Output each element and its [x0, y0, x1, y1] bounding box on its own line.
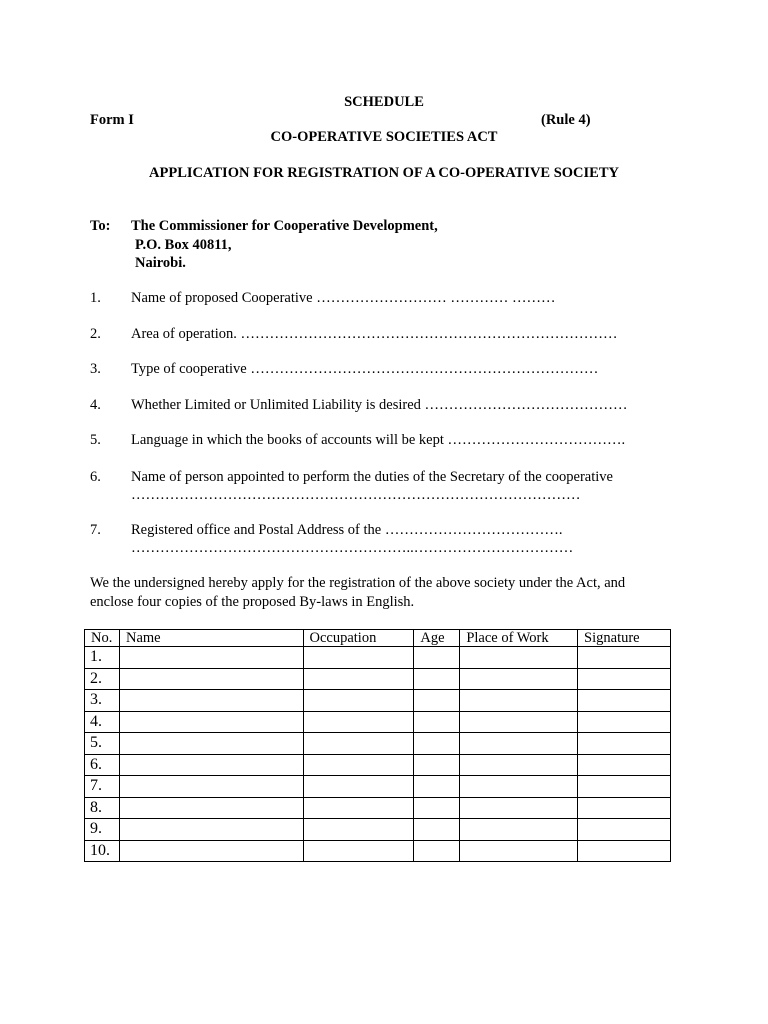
- row-number: 10.: [85, 840, 120, 862]
- signature-cell[interactable]: [578, 733, 671, 755]
- form-item-5: [0, 432, 768, 452]
- occupation-cell[interactable]: [303, 711, 414, 733]
- col-header-occupation: Occupation: [303, 630, 414, 647]
- age-cell[interactable]: [414, 690, 460, 712]
- place-of-work-cell[interactable]: [460, 647, 578, 669]
- item-label: Whether Limited or Unlimited Liability is desired ……………………………………: [131, 397, 628, 413]
- form-item-7: [0, 522, 768, 562]
- occupation-cell[interactable]: [303, 733, 414, 755]
- addressee-line-1: The Commissioner for Cooperative Development,: [131, 218, 438, 234]
- to-label: To:: [90, 218, 111, 234]
- occupation-cell[interactable]: [303, 668, 414, 690]
- item-number: 3.: [90, 361, 101, 377]
- signature-cell[interactable]: [578, 797, 671, 819]
- table-row: [85, 668, 671, 690]
- col-header-name: Name: [119, 630, 303, 647]
- age-cell[interactable]: [414, 668, 460, 690]
- table-row: [85, 754, 671, 776]
- place-of-work-cell[interactable]: [460, 776, 578, 798]
- signatories-table: [84, 629, 671, 862]
- form-item-3: [0, 361, 768, 381]
- form-item-6: [0, 469, 768, 509]
- item-number: 1.: [90, 290, 101, 306]
- col-header-age: Age: [414, 630, 460, 647]
- item-label: Language in which the books of accounts will be kept ……………………………….: [131, 432, 626, 448]
- signature-cell[interactable]: [578, 690, 671, 712]
- rule-label: (Rule 4): [541, 112, 591, 128]
- signature-cell[interactable]: [578, 711, 671, 733]
- name-cell[interactable]: [119, 754, 303, 776]
- age-cell[interactable]: [414, 840, 460, 862]
- occupation-cell[interactable]: [303, 797, 414, 819]
- age-cell[interactable]: [414, 711, 460, 733]
- row-number: 8.: [85, 797, 120, 819]
- row-number: 1.: [85, 647, 120, 669]
- schedule-heading: SCHEDULE: [344, 94, 424, 110]
- row-number: 9.: [85, 819, 120, 841]
- item-label: Name of person appointed to perform the duties of the Secretary of the cooperative: [131, 469, 613, 485]
- col-header-place-of-work: Place of Work: [460, 630, 578, 647]
- place-of-work-cell[interactable]: [460, 797, 578, 819]
- item-label: Type of cooperative ………………………………………………………………: [131, 361, 599, 377]
- place-of-work-cell[interactable]: [460, 668, 578, 690]
- name-cell[interactable]: [119, 690, 303, 712]
- signature-cell[interactable]: [578, 840, 671, 862]
- place-of-work-cell[interactable]: [460, 733, 578, 755]
- row-number: 7.: [85, 776, 120, 798]
- name-cell[interactable]: [119, 668, 303, 690]
- item-continuation: …………………………………………………..……………………………: [131, 540, 574, 556]
- place-of-work-cell[interactable]: [460, 711, 578, 733]
- place-of-work-cell[interactable]: [460, 819, 578, 841]
- table-row: [85, 647, 671, 669]
- occupation-cell[interactable]: [303, 754, 414, 776]
- name-cell[interactable]: [119, 647, 303, 669]
- page-title: APPLICATION FOR REGISTRATION OF A CO-OPERATIVE SOCIETY: [149, 165, 619, 181]
- item-label: Name of proposed Cooperative ……………………… ………… ………: [131, 290, 556, 306]
- col-header-signature: Signature: [578, 630, 671, 647]
- name-cell[interactable]: [119, 819, 303, 841]
- table-row: [85, 711, 671, 733]
- signature-cell[interactable]: [578, 668, 671, 690]
- row-number: 4.: [85, 711, 120, 733]
- signature-cell[interactable]: [578, 776, 671, 798]
- occupation-cell[interactable]: [303, 690, 414, 712]
- age-cell[interactable]: [414, 819, 460, 841]
- signature-cell[interactable]: [578, 754, 671, 776]
- table-row: [85, 776, 671, 798]
- occupation-cell[interactable]: [303, 776, 414, 798]
- table-row: [85, 797, 671, 819]
- age-cell[interactable]: [414, 733, 460, 755]
- addressee-line-2: P.O. Box 40811,: [135, 237, 232, 253]
- item-continuation: …………………………………………………………………………………: [131, 487, 581, 503]
- age-cell[interactable]: [414, 797, 460, 819]
- signature-cell[interactable]: [578, 647, 671, 669]
- form-label: Form I: [90, 112, 134, 128]
- item-label: Registered office and Postal Address of the ……………………………….: [131, 522, 563, 538]
- occupation-cell[interactable]: [303, 840, 414, 862]
- age-cell[interactable]: [414, 754, 460, 776]
- row-number: 3.: [85, 690, 120, 712]
- table-row: [85, 819, 671, 841]
- place-of-work-cell[interactable]: [460, 690, 578, 712]
- occupation-cell[interactable]: [303, 647, 414, 669]
- declaration-line-1: We the undersigned hereby apply for the registration of the above society under the Act, and: [90, 575, 626, 591]
- occupation-cell[interactable]: [303, 819, 414, 841]
- declaration-line-2: enclose four copies of the proposed By-laws in English.: [90, 594, 415, 610]
- name-cell[interactable]: [119, 797, 303, 819]
- table-row: [85, 840, 671, 862]
- form-item-4: [0, 397, 768, 417]
- row-number: 6.: [85, 754, 120, 776]
- place-of-work-cell[interactable]: [460, 754, 578, 776]
- addressee-line-3: Nairobi.: [135, 255, 186, 271]
- age-cell[interactable]: [414, 776, 460, 798]
- item-number: 2.: [90, 326, 101, 342]
- item-number: 5.: [90, 432, 101, 448]
- form-item-1: [0, 290, 768, 310]
- row-number: 2.: [85, 668, 120, 690]
- act-heading: CO-OPERATIVE SOCIETIES ACT: [270, 129, 498, 145]
- table-row: [85, 733, 671, 755]
- item-number: 7.: [90, 522, 101, 538]
- place-of-work-cell[interactable]: [460, 840, 578, 862]
- table-header-row: [85, 630, 671, 647]
- name-cell[interactable]: [119, 711, 303, 733]
- item-label: Area of operation. ……………………………………………………………………: [131, 326, 618, 342]
- table-row: [85, 690, 671, 712]
- item-number: 4.: [90, 397, 101, 413]
- row-number: 5.: [85, 733, 120, 755]
- item-number: 6.: [90, 469, 101, 485]
- name-cell[interactable]: [119, 733, 303, 755]
- name-cell[interactable]: [119, 776, 303, 798]
- signature-cell[interactable]: [578, 819, 671, 841]
- name-cell[interactable]: [119, 840, 303, 862]
- age-cell[interactable]: [414, 647, 460, 669]
- col-header-no: No.: [85, 630, 120, 647]
- form-item-2: [0, 326, 768, 346]
